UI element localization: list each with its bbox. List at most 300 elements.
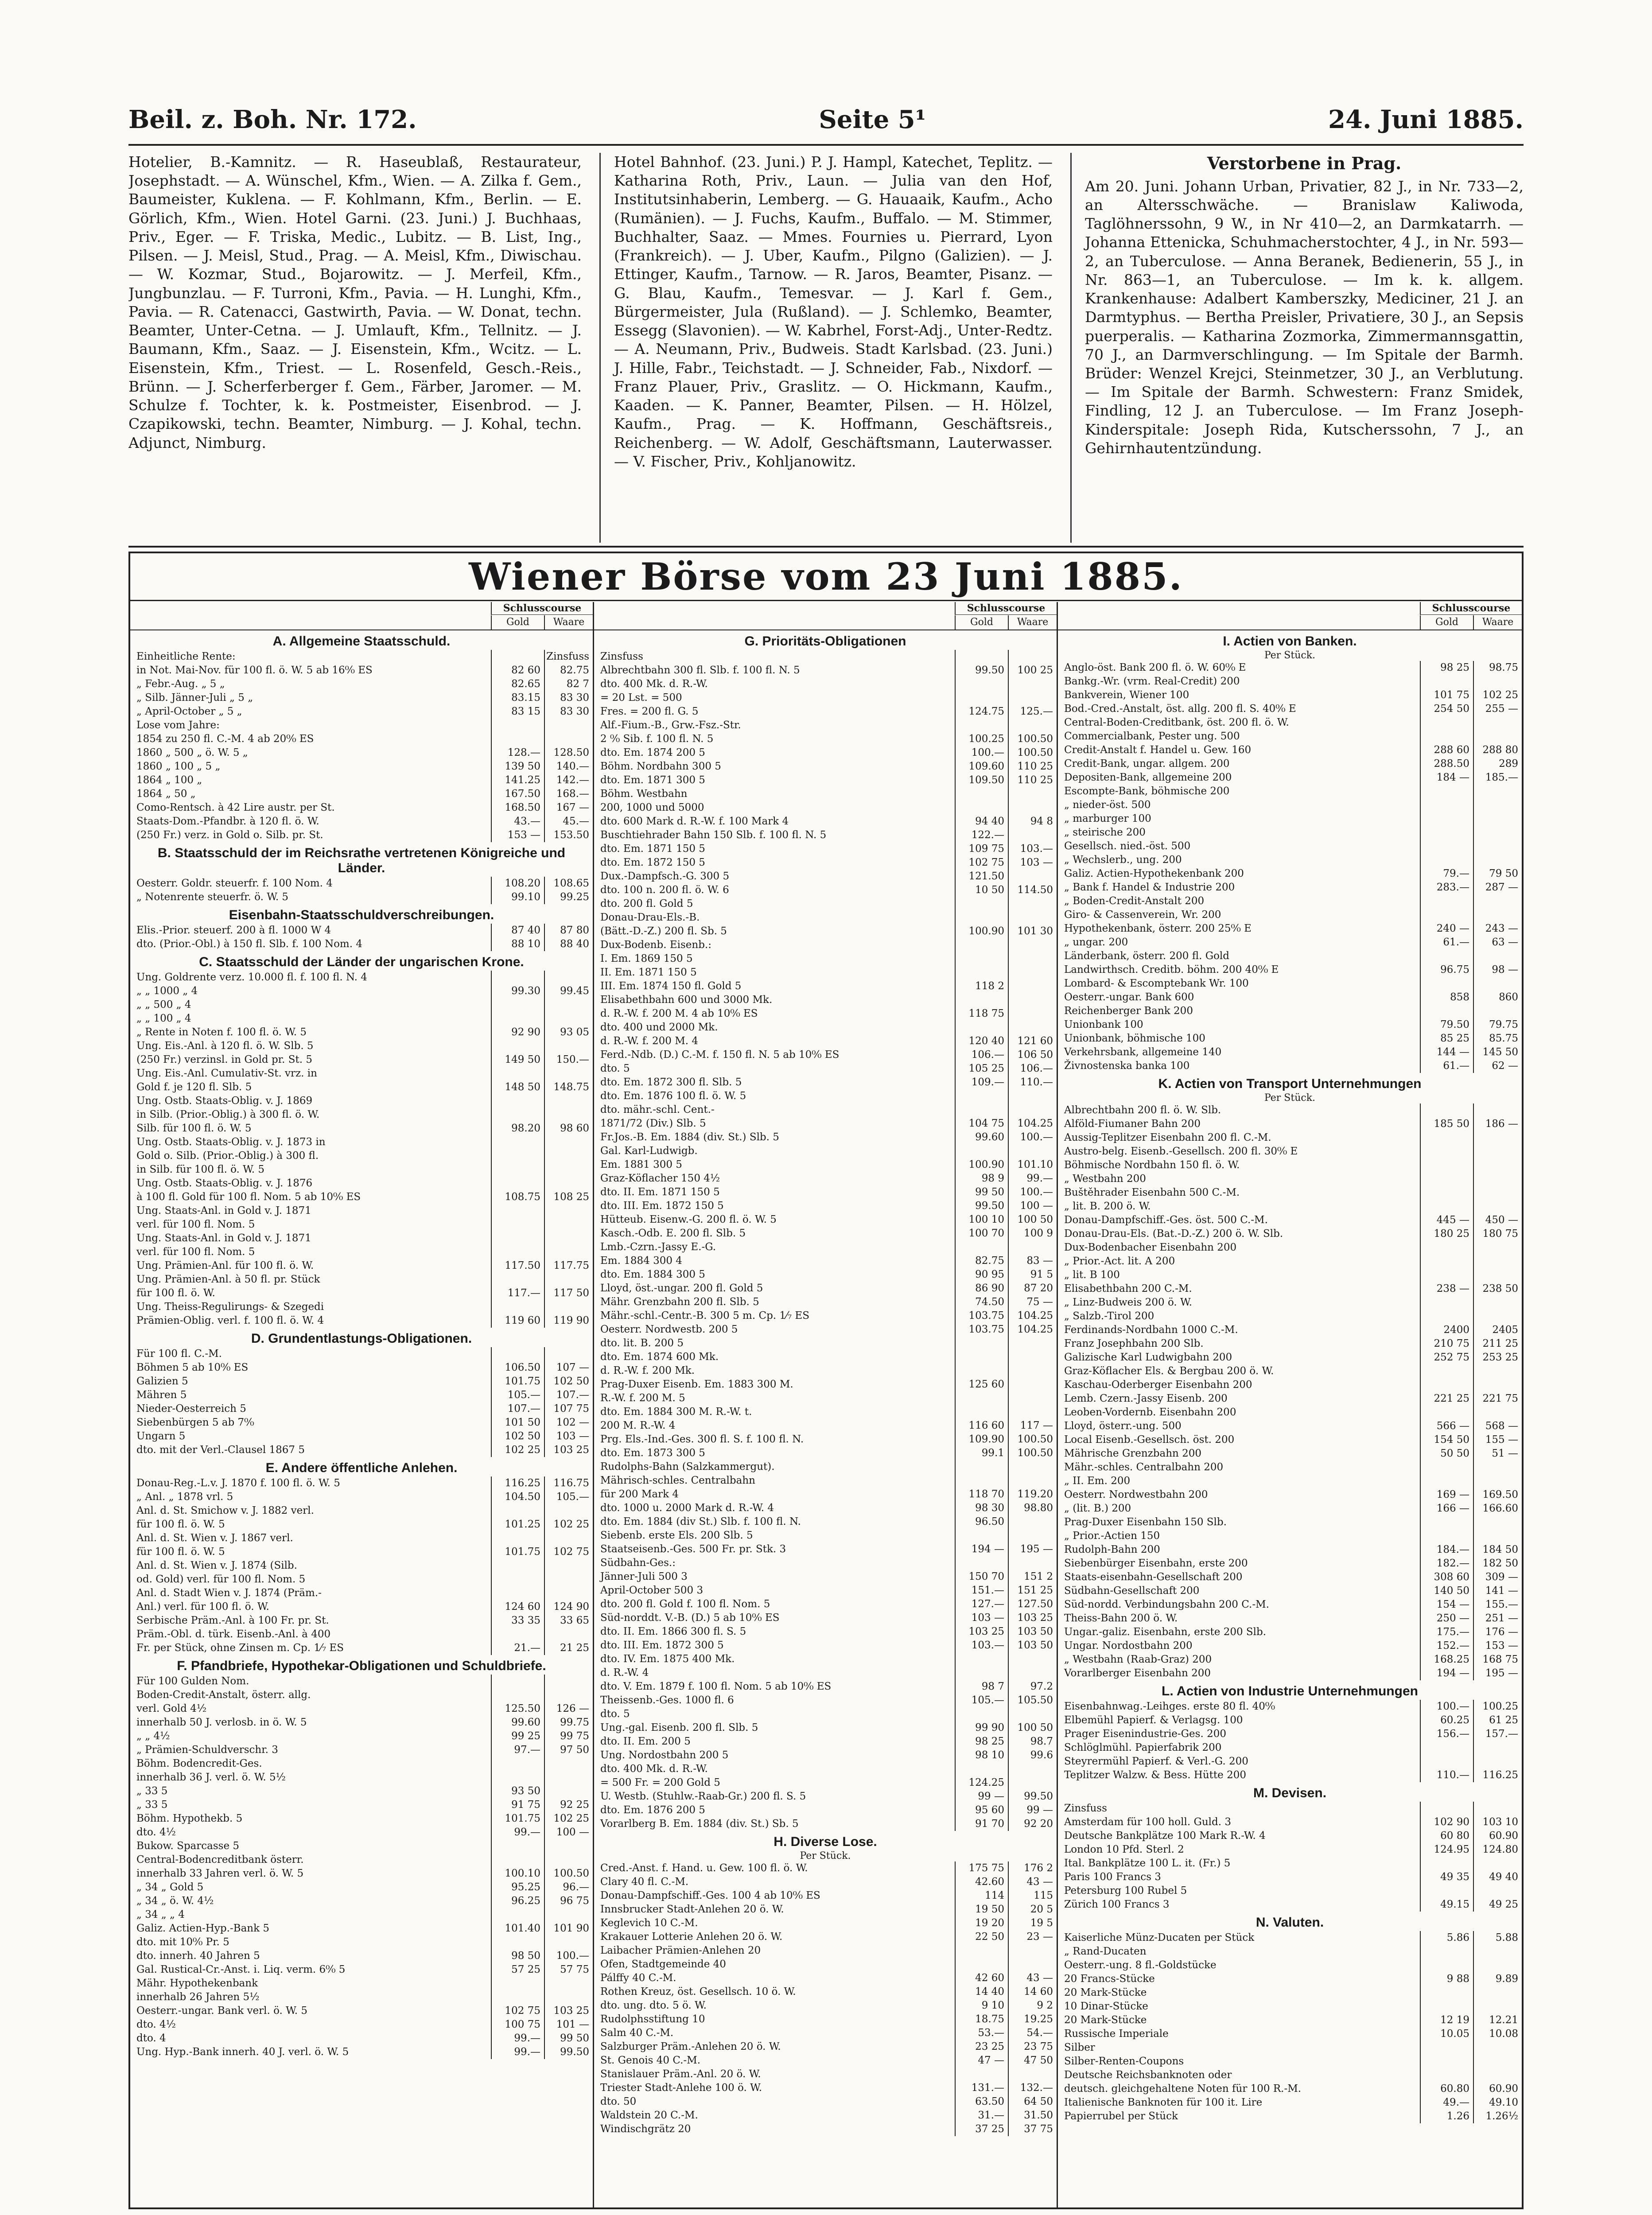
table-row: [1058, 1145, 1522, 1158]
waare-price: 450 —: [1473, 1213, 1522, 1227]
gold-price: 101 75: [1420, 688, 1473, 702]
security-name: Alföld-Fiumaner Bahn 200: [1064, 1118, 1201, 1130]
security-name: Böhm. Bodencredit-Ges.: [136, 1758, 262, 1769]
gold-price: 98 10: [955, 1749, 1008, 1762]
table-row: [594, 1007, 1057, 1021]
gold-price: 100.—: [955, 746, 1008, 760]
gold-price: 21.—: [491, 1641, 544, 1655]
table-row: [1058, 1557, 1522, 1570]
table-row: [130, 1300, 593, 1314]
waare-price: 99.45: [544, 984, 593, 998]
waare-price: 99 75: [544, 1729, 593, 1743]
table-row: [1058, 2110, 1522, 2123]
gold-price: 96.25: [491, 1894, 544, 1908]
waare-price: [544, 1204, 593, 1218]
security-name: Salzburger Präm.-Anlehen 20 ö. W.: [600, 2041, 781, 2052]
waare-price: [1008, 979, 1057, 993]
security-name: Franz Josephbahn 200 Slb.: [1064, 1338, 1204, 1349]
security-name: dto. Em. 1872 300 fl. Slb. 5: [600, 1076, 742, 1088]
table-row: [594, 870, 1057, 883]
waare-price: [1008, 1652, 1057, 1666]
security-name: II. Em. 1871 150 5: [600, 967, 697, 978]
gold-price: [1420, 1516, 1473, 1529]
table-row: [1058, 1488, 1522, 1502]
gold-price: 5.86: [1420, 1931, 1473, 1945]
waare-price: 568 —: [1473, 1419, 1522, 1433]
table-row: [130, 1259, 593, 1273]
gold-price: 49.15: [1420, 1898, 1473, 1912]
table-row: [130, 719, 593, 732]
waare-price: 31.50: [1008, 2109, 1057, 2122]
security-name: „ Anl. „ 1878 vrl. 5: [136, 1491, 233, 1503]
security-name: dto. innerh. 40 Jahren 5: [136, 1950, 260, 1962]
gold-price: 121.50: [955, 870, 1008, 883]
gold-price: [955, 1707, 1008, 1721]
exchange-column-2: [594, 602, 1058, 2207]
gold-price: 184.—: [1420, 1543, 1473, 1557]
table-row: [1058, 1584, 1522, 1598]
deaths-title: Verstorbene in Prag.: [1207, 153, 1402, 173]
waare-price: 106 50: [1008, 1048, 1057, 1062]
waare-price: 104.25: [1008, 1117, 1057, 1131]
section-heading: K. Actien von Transport Unternehmungen: [1158, 1076, 1422, 1091]
gold-price: [1420, 894, 1473, 908]
table-row: [130, 1177, 593, 1190]
gold-price: 98 25: [955, 1735, 1008, 1749]
gold-price: 99.60: [955, 1131, 1008, 1144]
gold-price: [1420, 1474, 1473, 1488]
table-row: [594, 650, 1057, 664]
waare-price: 23 —: [1008, 1930, 1057, 1944]
table-row: [594, 1749, 1057, 1762]
table-row: [130, 1716, 593, 1729]
security-name: Ung. Ostb. Staats-Oblig. v. J. 1876: [136, 1177, 313, 1189]
table-row: [1058, 2068, 1522, 2082]
table-row: [594, 1323, 1057, 1337]
table-row: [1058, 661, 1522, 675]
table-row: [594, 1103, 1057, 1117]
waare-price: [1008, 1337, 1057, 1350]
table-row: [594, 952, 1057, 966]
gold-price: [955, 1556, 1008, 1570]
waare-price: 145 50: [1473, 1045, 1522, 1059]
table-row: [1058, 1700, 1522, 1714]
security-name: Ital. Bankplätze 100 L. it. (Fr.) 5: [1064, 1857, 1231, 1869]
waare-price: 124 90: [544, 1600, 593, 1614]
gold-price: [1420, 853, 1473, 867]
waare-price: [544, 1784, 593, 1798]
waare-price: 103 10: [1473, 1815, 1522, 1829]
table-row: [130, 1245, 593, 1259]
waare-heading: Waare: [1008, 615, 1057, 630]
security-name: Ung. Prämien-Anl. für 100 fl. ö. W.: [136, 1260, 314, 1271]
security-name: „ „ 4½: [136, 1730, 170, 1742]
waare-price: [544, 1273, 593, 1286]
security-name: Ungarn 5: [136, 1430, 186, 1442]
table-row: [1058, 1843, 1522, 1857]
table-row: [1058, 798, 1522, 812]
table-row: [1058, 1959, 1522, 1972]
gold-price: 102 75: [491, 2004, 544, 2018]
table-row: [594, 1240, 1057, 1254]
table-row: [130, 828, 593, 842]
table-row: [130, 1702, 593, 1716]
waare-price: 102 25: [544, 1812, 593, 1826]
waare-price: 186 —: [1473, 1117, 1522, 1131]
gold-price: 99 —: [955, 1790, 1008, 1803]
waare-price: [1008, 1707, 1057, 1721]
gold-price: [1420, 1255, 1473, 1268]
table-row: [594, 2122, 1057, 2136]
table-row: [130, 1375, 593, 1388]
table-row: [594, 1817, 1057, 1831]
security-name: Fr. per Stück, ohne Zinsen m. Cp. 1⁄₇ ES: [136, 1642, 344, 1654]
security-name: „ lit. B 100: [1064, 1269, 1120, 1281]
exchange-column-3: [1058, 602, 1522, 2207]
waare-price: [544, 971, 593, 984]
table-row: [1058, 1004, 1522, 1018]
gold-price: [1420, 2055, 1473, 2068]
waare-price: 57 75: [544, 1963, 593, 1977]
security-name: Alf.-Fium.-B., Grw.-Fsz.-Str.: [600, 719, 741, 731]
table-row: [594, 2095, 1057, 2109]
gold-price: 93 50: [491, 1784, 544, 1798]
waare-price: [544, 1135, 593, 1149]
gold-price: 122.—: [955, 828, 1008, 842]
waare-price: [1473, 1268, 1522, 1282]
waare-price: 106.—: [1008, 1062, 1057, 1076]
table-row: [594, 1597, 1057, 1611]
security-name: Schlöglmühl. Papierfabrik 200: [1064, 1742, 1222, 1753]
security-name: R.-W. f. 200 M. 5: [600, 1392, 685, 1404]
waare-price: [1008, 897, 1057, 911]
table-row: [1058, 1296, 1522, 1310]
waare-price: 88 40: [544, 937, 593, 951]
waare-price: [1473, 1004, 1522, 1018]
column-header: [594, 602, 1057, 630]
gold-price: 60.80: [1420, 2082, 1473, 2096]
gold-price: 105 25: [955, 1062, 1008, 1076]
waare-price: 103 50: [1008, 1625, 1057, 1639]
waare-price: 43 —: [1008, 1971, 1057, 1985]
waare-price: [1473, 1516, 1522, 1529]
gold-price: 91 75: [491, 1798, 544, 1812]
waare-price: [1473, 908, 1522, 922]
table-row: [594, 1172, 1057, 1185]
gold-price: 156.—: [1420, 1727, 1473, 1741]
waare-price: 79.75: [1473, 1018, 1522, 1032]
waare-price: [1008, 1474, 1057, 1488]
table-row: [594, 1254, 1057, 1268]
security-name: Jänner-Juli 500 3: [600, 1571, 688, 1582]
section-heading: H. Diverse Lose.: [774, 1834, 877, 1849]
gold-price: 109.90: [955, 1433, 1008, 1446]
security-name: Länderbank, österr. 200 fl. Gold: [1064, 950, 1229, 962]
security-name: Prag-Duxer Eisenb. Em. 1883 300 M.: [600, 1379, 793, 1390]
table-row: [130, 1894, 593, 1908]
waare-price: 211 25: [1473, 1337, 1522, 1351]
waare-price: 309 —: [1473, 1570, 1522, 1584]
waare-price: [544, 1039, 593, 1053]
security-name: dto. III. Em. 1872 150 5: [600, 1200, 724, 1212]
waare-price: [1008, 993, 1057, 1007]
waare-price: [1473, 1255, 1522, 1268]
gold-price: 175.—: [1420, 1625, 1473, 1639]
security-name: (250 Fr.) verzinsl. in Gold pr. St. 5: [136, 1054, 313, 1065]
waare-price: [1473, 2000, 1522, 2013]
security-name: Eisenbahnwag.-Leihges. erste 80 fl. 40⁰⁄₀: [1064, 1701, 1275, 1712]
gold-price: [491, 1177, 544, 1190]
table-row: [1058, 1018, 1522, 1032]
gold-price: 131.—: [955, 2081, 1008, 2095]
table-row: [1058, 991, 1522, 1004]
security-name: Innsbrucker Stadt-Anlehen 20 ö. W.: [600, 1904, 784, 1915]
waare-price: 96.—: [544, 1881, 593, 1894]
gold-price: 9 10: [955, 1999, 1008, 2013]
table-row: [130, 1080, 593, 1094]
security-name: Rothen Kreuz, öst. Gesellsch. 10 ö. W.: [600, 1986, 796, 1997]
waare-price: 151 25: [1008, 1584, 1057, 1597]
guest-list-column-1: [128, 153, 582, 543]
waare-price: 103 25: [1008, 1611, 1057, 1625]
gold-heading: Gold: [491, 615, 544, 630]
table-row: [594, 1543, 1057, 1556]
waare-price: 150.—: [544, 1053, 593, 1067]
waare-price: 289: [1473, 757, 1522, 771]
gold-price: 19 20: [955, 1916, 1008, 1930]
gold-price: 100.10: [491, 1867, 544, 1881]
gold-price: 99 25: [491, 1729, 544, 1743]
security-name: Waldstein 20 C.-M.: [600, 2110, 698, 2121]
security-name: Ung. Ostb. Staats-Oblig. v. J. 1869: [136, 1095, 313, 1107]
table-row: [130, 1204, 593, 1218]
waare-price: 54.—: [1008, 2026, 1057, 2040]
security-name: Elbemühl Papierf. & Verlagsg. 100: [1064, 1714, 1243, 1726]
security-name: Bod.-Cred.-Anstalt, öst. allg. 200 fl. S. 40⁰⁄₀ E: [1064, 703, 1296, 715]
table-row: [1058, 894, 1522, 908]
column-header: [130, 602, 593, 630]
table-row: [594, 1433, 1057, 1446]
waare-price: [1473, 1364, 1522, 1378]
waare-price: [1473, 949, 1522, 963]
table-row: [130, 1729, 593, 1743]
waare-price: 185.—: [1473, 771, 1522, 785]
security-name: dto. II. Em. 200 5: [600, 1736, 691, 1747]
security-name: Anl. d. St. Wien v. J. 1874 (Silb.: [136, 1560, 297, 1571]
table-row: [1058, 1337, 1522, 1351]
security-name: dto. Em. 1871 300 5: [600, 774, 705, 786]
waare-price: 104.25: [1008, 1323, 1057, 1337]
security-name: Escompte-Bank, böhmische 200: [1064, 785, 1230, 797]
waare-price: [1473, 1529, 1522, 1543]
waare-price: [1008, 787, 1057, 801]
gold-price: [955, 952, 1008, 966]
security-name: Ung. Staats-Anl. in Gold v. J. 1871: [136, 1205, 311, 1216]
security-name: Silb. für 100 fl. ö. W. 5: [136, 1123, 252, 1134]
gold-price: 12 19: [1420, 2013, 1473, 2027]
gold-price: 102 25: [491, 1443, 544, 1457]
waare-price: 20 5: [1008, 1903, 1057, 1916]
table-row: [594, 1391, 1057, 1405]
gold-price: [491, 1300, 544, 1314]
gold-price: [491, 1347, 544, 1361]
waare-price: 101 30: [1008, 925, 1057, 938]
table-row: [594, 1185, 1057, 1199]
security-name: Central-Bodencreditbank österr.: [136, 1854, 304, 1865]
security-name: Ung. Eis.-Anl. à 120 fl. ö. W. Slb. 5: [136, 1040, 314, 1052]
security-name: Gal. Karl-Ludwigb.: [600, 1145, 698, 1157]
gold-price: [491, 998, 544, 1012]
waare-price: [544, 1628, 593, 1641]
security-name: Ferd.-Ndb. (D.) C.-M. f. 150 fl. N. 5 ab 10⁰⁄₀ ES: [600, 1049, 840, 1061]
waare-price: 132.—: [1008, 2081, 1057, 2095]
table-row: [130, 1361, 593, 1375]
gold-price: 100 75: [491, 2018, 544, 2032]
security-name: Ofen, Stadtgemeinde 40: [600, 1959, 726, 1970]
gold-price: 99.10: [491, 890, 544, 904]
gold-price: [1420, 812, 1473, 826]
guest-list-text-1: Hotelier, B.-Kamnitz. — R. Haseublaß, Restaurateur, Josephstadt. — A. Wünschel, Kfm., Wien. — A. Zilka f. Gem., Baumeister, Kuklena. — F. Kohlmann, Kfm., Berlin. — E. Görlich, Kfm., Wien. Hotel Garni. (23. Juni.) J. Buchhaas, Priv., Eger. — F. Triska, Medic., Lubitz. — B. List, Ing., Pilsen. — J. Meisl, Stud., Prag. — A. Meisl, Kfm., Diwischau. — W. Kozmar, Stud., Bojarowitz. — J. Merfeil, Kfm., Jungbunzlau. — F. Turroni, Kfm., Pavia. — H. Lunghi, Kfm., Pavia. — R. Catenacci, Gastwirth, Pavia. — W. Donat, techn. Beamter, Unter-Cetna. — J. Umlauft, Kfm., Tellnitz. — J. Baumann, Kfm., Saaz. — J. Eisenstein, Kfm., Wcitz. — L. Eisenstein, Kfm., Triest. — L. Rosenfeld, Gesch.-Reis., Brünn. — J. Scherferberger f. Gem., Färber, Jaromer. — M. Schulze f. Tochter, k. k. Postmeister, Eisenbrod. — J. Czapikowski, techn. Beamter, Nimburg. — J. Kohal, techn. Adjunct, Nimburg.: [128, 153, 582, 451]
table-row: [594, 1971, 1057, 1985]
table-row: [594, 1639, 1057, 1652]
security-name: Mährisch-schles. Centralbahn: [600, 1475, 755, 1486]
table-row: [594, 1034, 1057, 1048]
waare-price: 115: [1008, 1889, 1057, 1903]
security-name: „ nieder-öst. 500: [1064, 799, 1151, 811]
table-row: [1058, 949, 1522, 963]
gold-price: 49.—: [1420, 2096, 1473, 2110]
gold-price: [955, 1103, 1008, 1117]
waare-price: 1.26½: [1473, 2110, 1522, 2123]
security-name: Zinsfuss: [600, 651, 643, 662]
security-name: Ungar.-galiz. Eisenbahn, erste 200 Slb.: [1064, 1626, 1267, 1638]
waare-price: 98 —: [1473, 963, 1522, 977]
waare-price: 168.—: [544, 787, 593, 801]
security-name: Austro-belg. Eisenb.-Gesellsch. 200 fl. 30⁰⁄₀ E: [1064, 1146, 1298, 1157]
gold-price: [491, 1935, 544, 1949]
waare-price: [544, 1245, 593, 1259]
gold-price: [1420, 826, 1473, 839]
waare-price: 99 —: [1008, 1803, 1057, 1817]
gold-price: 98 50: [491, 1949, 544, 1963]
waare-price: [1473, 894, 1522, 908]
table-row: [594, 1666, 1057, 1680]
security-name: „ Febr.-Aug. „ 5 „: [136, 678, 225, 690]
table-row: [594, 1405, 1057, 1419]
security-name: Oesterr.-ungar. Bank 600: [1064, 991, 1194, 1003]
gold-price: 99.—: [491, 2032, 544, 2045]
gold-price: 101.75: [491, 1375, 544, 1388]
gold-price: 168.25: [1420, 1653, 1473, 1667]
security-name: „ „ 100 „ 4: [136, 1013, 191, 1024]
gold-price: 252 75: [1420, 1351, 1473, 1364]
security-name: = 20 Lst. = 500: [600, 692, 682, 703]
gold-price: [491, 1977, 544, 1990]
security-name: „ Prior.-Act. lit. A 200: [1064, 1255, 1175, 1267]
table-row: [594, 2013, 1057, 2026]
security-name: Böhmen 5 ab 10⁰⁄₀ ES: [136, 1362, 249, 1373]
stock-exchange-table: [128, 552, 1524, 2209]
gold-price: 92 90: [491, 1026, 544, 1039]
security-name: Steyrermühl Papierf. & Verl.-G. 200: [1064, 1756, 1248, 1767]
gold-price: [955, 677, 1008, 691]
table-row: [594, 719, 1057, 732]
security-name: deutsch. gleichgehaltene Noten für 100 R.-M.: [1064, 2083, 1302, 2095]
security-name: Bukow. Sparcasse 5: [136, 1840, 240, 1852]
security-name: dto. mit der Verl.-Clausel 1867 5: [136, 1444, 305, 1456]
security-name: Central-Boden-Creditbank, öst. 200 fl. ö. W.: [1064, 717, 1289, 728]
security-name: Mährische Grenzbahn 200: [1064, 1448, 1202, 1459]
gold-price: 33 35: [491, 1614, 544, 1628]
security-name: Unionbank, böhmische 100: [1064, 1033, 1205, 1044]
security-name: Oesterr.-ung. 8 fl.-Goldstücke: [1064, 1959, 1217, 1971]
security-name: 1860 „ 500 „ ö. W. 5 „: [136, 747, 248, 758]
gold-price: [955, 1089, 1008, 1103]
waare-price: [1473, 977, 1522, 991]
gold-price: [1420, 2041, 1473, 2055]
table-row: [130, 1784, 593, 1798]
gold-price: 98 25: [1420, 661, 1473, 675]
security-name: Boden-Credit-Anstalt, österr. allg.: [136, 1689, 311, 1701]
table-row: [594, 1584, 1057, 1597]
security-name: London 10 Pfd. Sterl. 2: [1064, 1844, 1184, 1855]
security-name: „ „ 500 „ 4: [136, 999, 191, 1010]
waare-price: 142.—: [544, 773, 593, 787]
waare-price: 85.75: [1473, 1032, 1522, 1045]
gold-price: 99.60: [491, 1716, 544, 1729]
waare-price: 51 —: [1473, 1447, 1522, 1461]
waare-price: 117 50: [544, 1286, 593, 1300]
security-name: Gesellsch. nied.-öst. 500: [1064, 840, 1191, 852]
security-name: Anglo-öst. Bank 200 fl. ö. W. 60⁰⁄₀ E: [1064, 662, 1246, 673]
gold-price: 37 25: [955, 2122, 1008, 2136]
gold-price: 210 75: [1420, 1337, 1473, 1351]
waare-price: 180 75: [1473, 1227, 1522, 1241]
gold-price: 101.25: [491, 1518, 544, 1531]
security-name: Anl. d. St. Wien v. J. 1867 verl.: [136, 1532, 293, 1544]
gold-heading: Gold: [955, 615, 1008, 630]
table-row: [594, 760, 1057, 773]
security-name: Giro- & Cassenverein, Wr. 200: [1064, 909, 1221, 921]
gold-price: 101.75: [491, 1545, 544, 1559]
security-name: Anl. d. St. Smichow v. J. 1882 verl.: [136, 1505, 314, 1516]
gold-price: [1420, 1241, 1473, 1255]
gold-price: 74.50: [955, 1295, 1008, 1309]
table-row: [1058, 743, 1522, 757]
gold-price: 148 50: [491, 1080, 544, 1094]
security-name: Fr.Jos.-B. Em. 1884 (div. St.) Slb. 5: [600, 1131, 779, 1143]
gold-price: [491, 1094, 544, 1108]
closing-prices-heading: Schlusscourse: [955, 602, 1057, 615]
waare-price: 103 25: [544, 1443, 593, 1457]
gold-price: 108.20: [491, 877, 544, 890]
table-row: [130, 1430, 593, 1443]
exchange-rows: [594, 630, 1057, 2136]
waare-price: 101 —: [544, 2018, 593, 2032]
gold-price: 61.—: [1420, 1059, 1473, 1073]
waare-price: 47 50: [1008, 2054, 1057, 2067]
waare-price: [1473, 1884, 1522, 1898]
table-row: [1058, 1931, 1522, 1945]
waare-price: 103 —: [1008, 856, 1057, 870]
table-row: [1058, 1045, 1522, 1059]
table-row: [594, 1529, 1057, 1543]
security-name: Deutsche Bankplätze 100 Mark R.-W. 4: [1064, 1830, 1266, 1842]
security-name: Ung. Goldrente verz. 10.000 fl. f. 100 fl. N. 4: [136, 971, 367, 983]
security-name: Mähr.-schl.-Centr.-B. 300 5 m. Cp. 1⁄₇ ES: [600, 1310, 809, 1321]
security-name: Pálffy 40 C.-M.: [600, 1972, 676, 1984]
gold-price: [491, 1839, 544, 1853]
